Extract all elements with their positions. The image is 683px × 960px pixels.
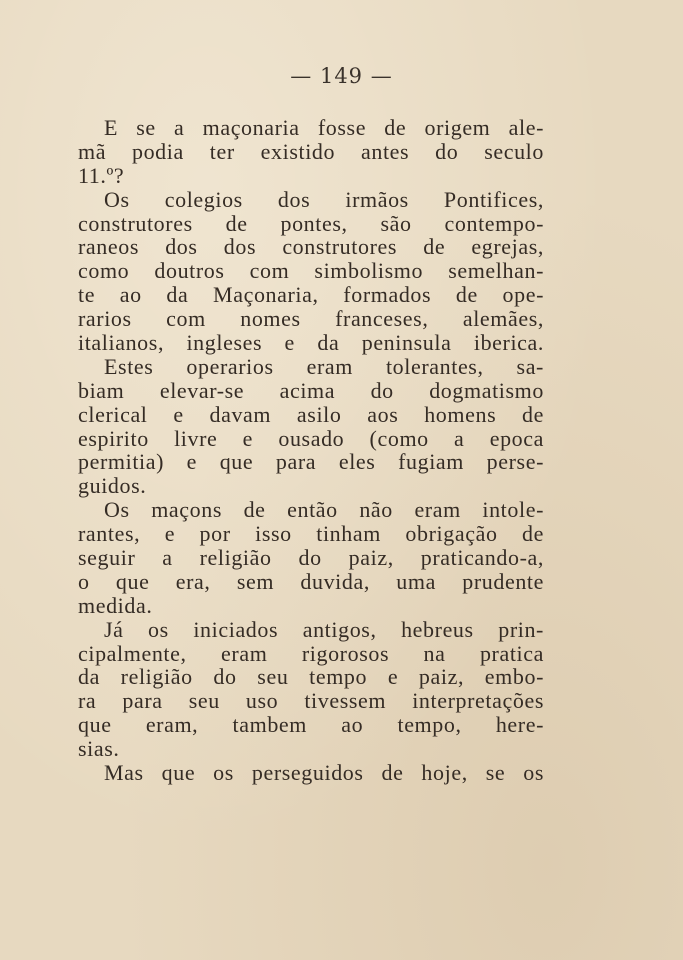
text-line: rarios com nomes franceses, alemães, [78, 306, 544, 332]
text-line: ra para seu uso tivessem interpretações [78, 688, 544, 714]
text-line: guidos. [78, 473, 147, 499]
text-line: clerical e davam asilo aos homens de [78, 401, 544, 427]
body-text [78, 116, 544, 785]
text-line: Os colegios dos irmãos Pontifices, [104, 186, 544, 212]
text-line: construtores de pontes, são contempo- [78, 210, 544, 236]
text-line: Os maçons de então não eram intole- [104, 497, 544, 523]
text-line: biam elevar-se acima do dogmatismo [78, 377, 544, 403]
text-line: que eram, tambem ao tempo, here- [78, 712, 544, 738]
text-line: o que era, sem duvida, uma prudente [78, 568, 544, 594]
text-line: E se a maçonaria fosse de origem ale- [104, 115, 544, 140]
text-line: te ao da Maçonaria, formados de ope- [78, 282, 544, 308]
text-line: raneos dos dos construtores de egrejas, [78, 234, 544, 260]
text-line: 11.º? [78, 162, 125, 188]
text-line: Mas que os perseguidos de hoje, se os [104, 760, 544, 786]
text-line: espirito livre e ousado (como a epoca [78, 425, 544, 451]
text-line: cipalmente, eram rigorosos na pratica [78, 640, 544, 666]
text-line: italianos, ingleses e da peninsula iberica. [78, 330, 544, 356]
page-number: — 149 — [290, 64, 393, 88]
text-line: da religião do seu tempo e paiz, embo- [78, 664, 544, 690]
text-line: sias. [78, 736, 120, 762]
text-line: Estes operarios eram tolerantes, sa- [104, 353, 544, 379]
text-line: Já os iniciados antigos, hebreus prin- [104, 616, 544, 642]
text-line: seguir a religião do paiz, praticando-a, [78, 545, 544, 571]
text-line: rantes, e por isso tinham obrigação de [78, 521, 544, 547]
text-line: como doutros com simbolismo semelhan- [78, 258, 544, 284]
text-line: mã podia ter existido antes do seculo [78, 138, 544, 164]
text-line: medida. [78, 592, 153, 618]
text-line: permitia) e que para eles fugiam perse- [78, 449, 544, 475]
